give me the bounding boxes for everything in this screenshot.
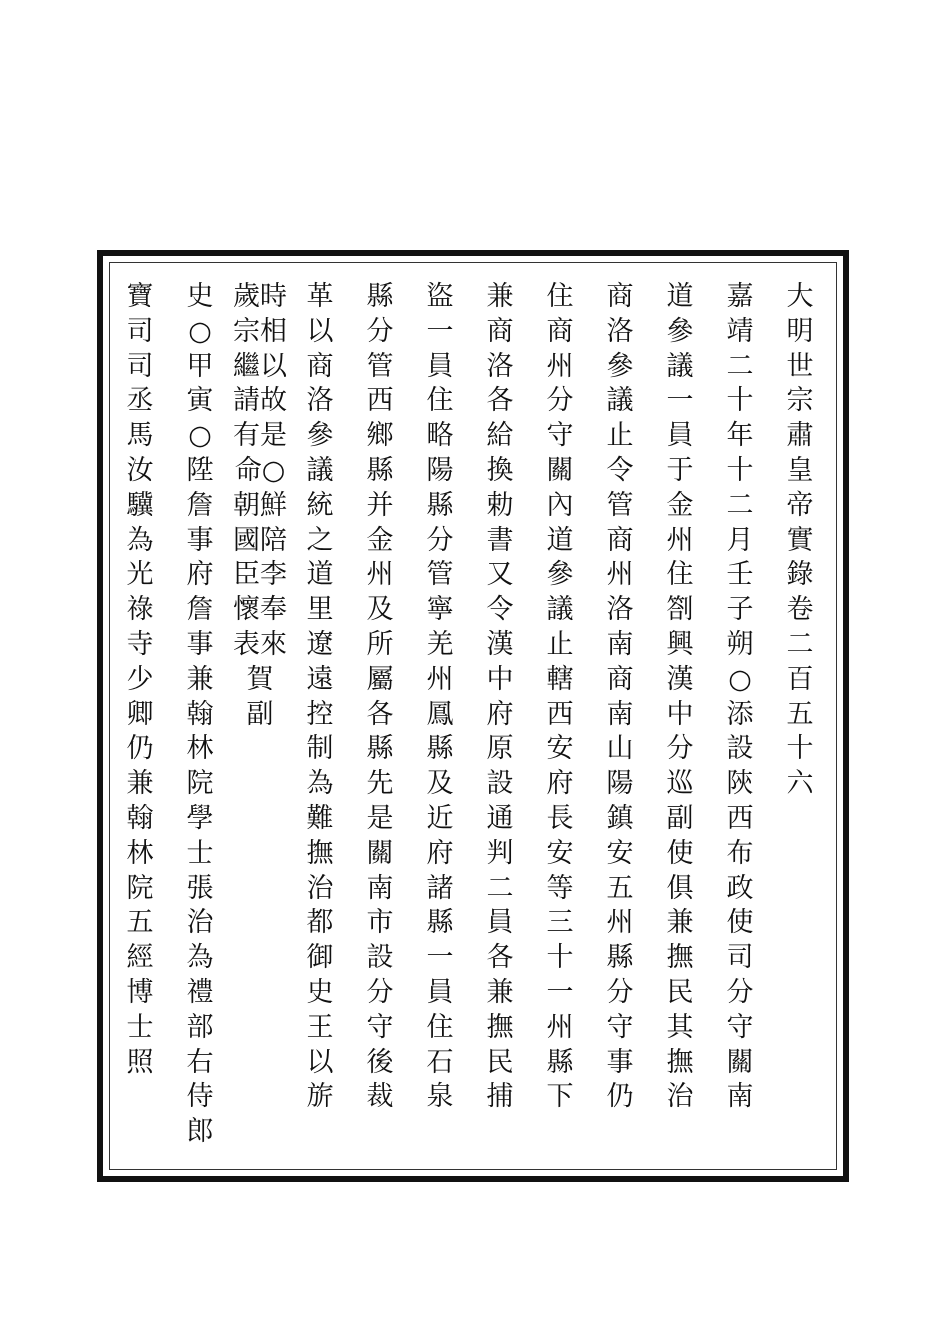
text-column: 嘉靖二十年十二月壬子朔○添設陝西布政使司分守關南: [726, 281, 754, 1113]
text-column: 盜一員住略陽縣分管寧羌州鳳縣及近府諸縣一員住石泉: [426, 281, 454, 1113]
text-column: 兼商洛各給換勅書又令漢中府原設通判二員各兼撫民捕: [486, 281, 514, 1113]
text-column: 史○甲寅○陞詹事府詹事兼翰林院學士張治為禮部右侍郎: [186, 281, 214, 1148]
text-column: 住商州分守關內道參議止轄西安府長安等三十一州縣下: [546, 281, 574, 1113]
text-column: 縣分管西鄉縣并金州及所屬各縣先是關南市設分守後裁: [366, 281, 394, 1113]
vertical-text-block: [118, 280, 822, 1150]
text-column: 大明世宗肅皇帝實錄卷二百五十六: [786, 281, 814, 800]
text-column: 歲時宗相繼以請故有是命○朝鮮國陪臣李懷奉表來賀 副: [233, 281, 301, 730]
text-column: 道參議一員于金州住劄興漢中分巡副使俱兼撫民其撫治: [666, 281, 694, 1113]
text-column: 革以商洛參議統之道里遼遠控制為難撫治都御史王以旂: [306, 281, 334, 1113]
text-column: 寶司司丞馬汝驥為光祿寺少卿仍兼翰林院五經博士照: [126, 281, 154, 1078]
text-column: 商洛參議止令管商州洛南商南山陽鎮安五州縣分守事仍: [606, 281, 634, 1113]
